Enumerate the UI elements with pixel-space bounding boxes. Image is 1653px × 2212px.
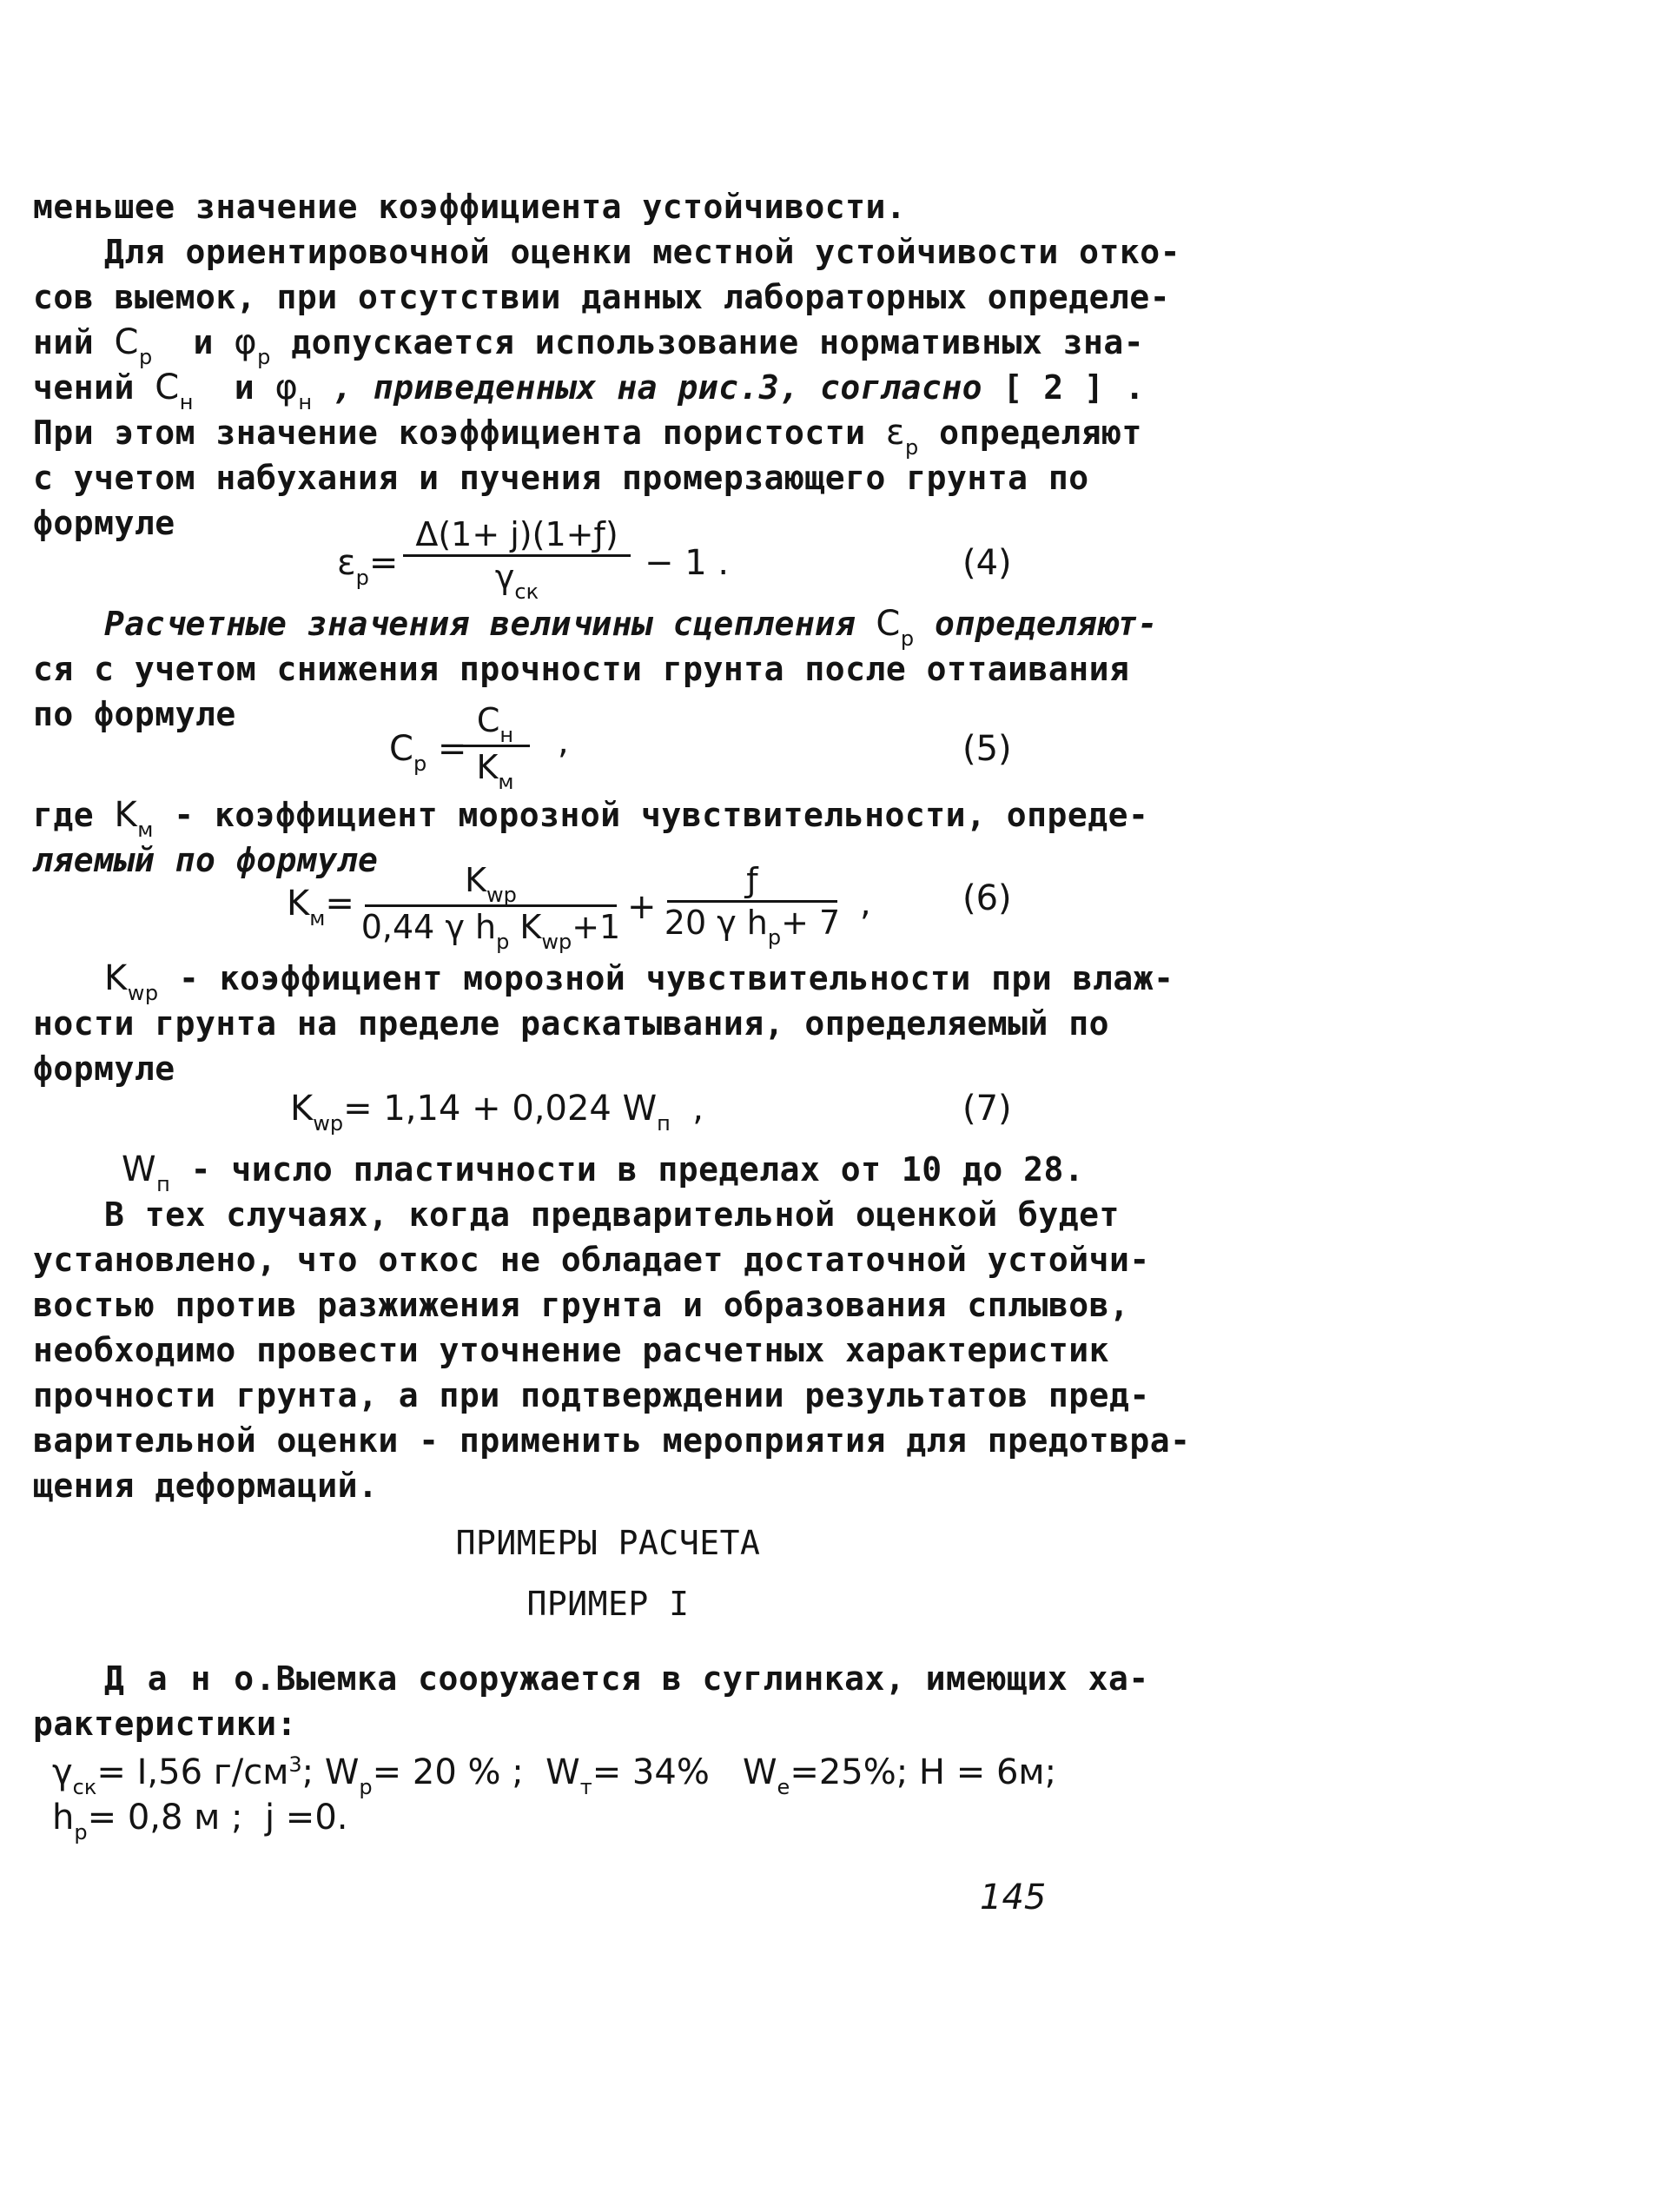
formula-6-lhs: $K_м=$	[287, 884, 354, 930]
page-number: 145	[980, 1878, 1047, 1917]
symbol-k-m: $K_м$	[114, 795, 154, 842]
formula-number: (6)	[962, 878, 1012, 918]
symbol-k-wp: $K_{wр}$	[104, 958, 159, 1005]
text-line: сов выемок, при отсутствии данных лабораторных определе-	[33, 278, 1171, 316]
section-heading: ПРИМЕРЫ РАСЧЕТА	[455, 1524, 761, 1562]
symbol-c: $C_р$	[876, 604, 915, 651]
given-line-2: $h_р= 0,8$ м ; j =0.	[52, 1798, 348, 1844]
text-line: формуле	[33, 504, 175, 542]
text-line: необходимо провести уточнение расчетных характеристик	[33, 1331, 1110, 1369]
formula-6-plus: +	[627, 887, 657, 927]
text-line: Для ориентировочной оценки местной устойчивости отко-	[104, 233, 1181, 271]
formula-5-lhs: $C_р$ =	[389, 729, 467, 776]
formula-6-tail: ,	[860, 884, 871, 924]
formula-6-fraction-2: ƒ 20 γ $h_р+ 7$	[664, 861, 841, 950]
symbol-phi-n: $\varphi_н$	[274, 368, 313, 414]
text-line: где $K_м$ - коэффициент морозной чувствительности, опреде-	[33, 795, 1149, 842]
text-line: Расчетные значения величины сцепления $C_р$ определяют-	[104, 604, 1159, 651]
formula-5-fraction: $C_н$ $K_м$	[460, 700, 530, 791]
symbol-c-n: $C_н$	[155, 368, 194, 414]
formula-number: (5)	[962, 729, 1012, 769]
formula-5-tail: ,	[558, 722, 569, 762]
given-line-1: $\gamma_{ск}= I,56$ $г/см^3$; $W_р= 20$ % ; $W_т= 34\%$ $W_е=25\%$; H = 6м;	[52, 1752, 1057, 1799]
text-line: $W_п$ - число пластичности в пределах от 10 до 28.	[122, 1149, 1085, 1196]
text-line: рактеристики:	[33, 1705, 297, 1743]
formula-6-fraction-1: $K_{wр}$ 0,44 γ $h_р$ $K_{wр}+1$	[360, 861, 621, 954]
formula-7: $K_{wр}= 1,14 + 0,024$ $W_п$ ,	[290, 1089, 704, 1136]
symbol-eps: $\varepsilon_р$	[885, 413, 919, 460]
text-line: При этом значение коэффициента пористости $\varepsilon_р$ определяют	[33, 413, 1142, 460]
text-line: ности грунта на пределе раскатывания, определяемый по	[33, 1004, 1110, 1043]
text-line: с учетом набухания и пучения промерзающего грунта по	[33, 459, 1089, 497]
text-line: ляемый по формуле	[33, 841, 379, 879]
formula-4-fraction: Δ(1+ j)(1+ƒ) $\gamma_{ск}$	[403, 514, 631, 601]
text-line: Д а н о.Выемка сооружается в суглинках, имеющих ха-	[104, 1659, 1149, 1698]
symbol-phi: $\varphi_р$	[234, 322, 271, 369]
text-line: ся с учетом снижения прочности грунта после оттаивания	[33, 650, 1130, 688]
text-line: формуле	[33, 1050, 175, 1088]
text-line: щения деформаций.	[33, 1467, 379, 1505]
formula-4-tail: − 1 .	[645, 543, 730, 583]
text-line: установлено, что откос не обладает достаточной устойчи-	[33, 1241, 1150, 1279]
formula-number: (4)	[962, 543, 1012, 583]
text-line: $K_{wр}$ - коэффициент морозной чувствительности при влаж-	[104, 958, 1174, 1005]
text-line: меньшее значение коэффициента устойчивости.	[33, 188, 907, 226]
text-line: прочности грунта, а при подтверждении результатов пред-	[33, 1376, 1150, 1414]
text-line: ний $C_р$ и $\varphi_р$ допускается использование нормативных зна-	[33, 322, 1145, 369]
text-line: чений $C_н$ и $\varphi_н$ , приведенных на рис.3, согласно [ 2 ] .	[33, 368, 1146, 414]
formula-number: (7)	[962, 1089, 1012, 1129]
text-line: В тех случаях, когда предварительной оценкой будет	[104, 1195, 1120, 1234]
text-line: варительной оценки - применить мероприятия для предотвра-	[33, 1421, 1191, 1460]
text-line: по формуле	[33, 695, 236, 733]
text-line: востью против разжижения грунта и образования сплывов,	[33, 1286, 1130, 1324]
symbol-w-n: $W_п$	[122, 1149, 171, 1196]
formula-4-lhs: $\varepsilon_р=$	[337, 543, 399, 590]
symbol-c: $C_р$	[114, 322, 153, 369]
example-heading: ПРИМЕР I	[526, 1585, 690, 1623]
